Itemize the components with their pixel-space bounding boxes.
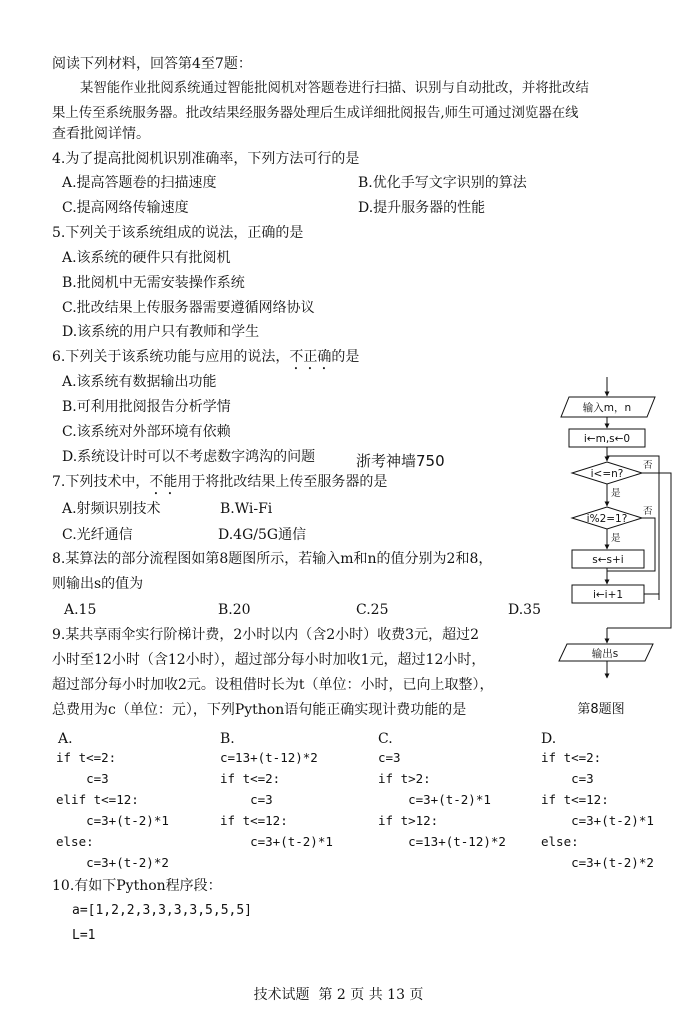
option-a: A.15 [64,602,97,618]
option-d: D.4G/5G通信 [218,527,307,543]
code-line: if t<=12: [541,792,609,807]
code-line: c=13+(t-12)*2 [378,834,506,849]
code-line: c=3 [56,771,109,786]
no-label: 否 [643,460,653,471]
code-line: if t<=2: [220,771,281,786]
option-c: C.提高网络传输速度 [62,200,189,216]
code-line: c=3 [378,750,401,765]
option-d: D.系统设计时可以不考虑数字鸿沟的问题 [62,449,316,465]
code-line: c=3+(t-2)*1 [220,834,333,849]
code-line: c=3+(t-2)*1 [541,813,654,828]
option-b: B.Wi-Fi [220,501,273,517]
code-line: c=3 [220,792,273,807]
question-stem: 9.某共享雨伞实行阶梯计费，2小时以内（含2小时）收费3元，超过2 [52,627,479,643]
condition-label: i%2=1? [586,513,628,525]
option-c: C.25 [356,602,389,618]
input-label: 输入m，n [582,402,632,414]
code-line: if t<=2: [56,750,117,765]
process-label: i←i+1 [592,589,624,601]
question-stem [52,474,387,498]
code-line: else: [541,834,579,849]
option-a: A.提高答题卷的扫描速度 [62,175,217,191]
code-line: c=3+(t-2)*1 [378,792,491,807]
code-line: c=3 [541,771,594,786]
option-b: B.20 [218,602,251,618]
option-c: C. [378,731,393,747]
question-stem: 10.有如下Python程序段： [52,878,222,894]
option-c: C.光纤通信 [62,527,133,543]
yes-label: 是 [611,533,621,544]
option-d: D. [541,731,557,747]
stem-text: 的是 [331,349,360,365]
intro-line: 查看批阅详情。 [52,126,150,142]
intro-line: 阅读下列材料，回答第4至7题： [52,56,252,72]
code-line: else: [56,834,94,849]
option-a: A.该系统有数据输出功能 [62,374,217,390]
code-line: c=3+(t-2)*1 [56,813,169,828]
option-b: B.优化手写文字识别的算法 [358,175,527,191]
page-footer: 技术试题 第 2 页 共 13 页 [253,987,424,1003]
option-a: A.该系统的硬件只有批阅机 [62,250,231,266]
intro-line: 某智能作业批阅系统通过智能批阅机对答题卷进行扫描、识别与自动批改，并将批改结 [80,81,589,96]
question-stem [52,349,359,373]
watermark-text: 浙考神墙750 [356,452,445,470]
code-line: c=3+(t-2)*2 [56,855,169,870]
option-d: D.该系统的用户只有教师和学生 [62,324,260,340]
process-label: s←s+i [592,554,624,566]
code-line: c=3+(t-2)*2 [541,855,654,870]
figure-caption: 第8题图 [577,702,625,717]
stem-text: 用于将批改结果上传至服务器的是 [177,474,388,490]
option-c: C.批改结果上传服务器需要遵循网络协议 [62,300,315,316]
intro-line: 果上传至系统服务器。批改结果经服务器处理后生成详细批阅报告,师生可通过浏览器在线 [52,106,579,121]
code-line: elif t<=12: [56,792,139,807]
code-line: a=[1,2,2,3,3,3,3,5,5,5] [72,903,253,918]
code-line: if t>12: [378,813,439,828]
no-label: 否 [643,506,653,517]
question-stem: 超过部分每小时加收2元。设租借时长为t（单位：小时，已向上取整）， [52,677,494,693]
code-line: L=1 [72,928,96,943]
stem-text: 6.下列关于该系统功能与应用的说法， [52,349,290,365]
stem-text: 7.下列技术中， [52,474,150,490]
question-stem: 则输出s的值为 [52,576,144,592]
condition-label: i<=n? [590,468,624,480]
option-c: C.该系统对外部环境有依赖 [62,424,231,440]
code-line: if t<=2: [541,750,602,765]
output-label: 输出s [591,648,619,660]
emphasis-text: 不能 [149,474,178,490]
option-b: B.可利用批阅报告分析学情 [62,399,231,415]
question-stem: 总费用为c（单位：元），下列Python语句能正确实现计费功能的是 [52,702,467,718]
question-stem: 5.下列关于该系统组成的说法，正确的是 [52,225,304,241]
question-stem: 小时至12小时（含12小时），超过部分每小时加收1元，超过12小时， [52,652,486,668]
option-d: D.提升服务器的性能 [358,200,486,216]
yes-label: 是 [611,488,621,499]
question-stem: 4.为了提高批阅机识别准确率，下列方法可行的是 [52,151,360,167]
option-d: D.35 [508,602,541,618]
init-label: i←m,s←0 [583,433,631,445]
question-stem: 8.某算法的部分流程图如第8题图所示，若输入m和n的值分别为2和8， [52,551,493,567]
option-a: A. [58,731,73,747]
code-line: if t>2: [378,771,431,786]
flowchart [555,375,675,720]
option-a: A.射频识别技术 [62,501,161,517]
code-line: if t<=12: [220,813,288,828]
code-line: c=13+(t-12)*2 [220,750,318,765]
option-b: B. [220,731,235,747]
emphasis-text: 不正确 [289,349,332,365]
option-b: B.批阅机中无需安装操作系统 [62,275,245,291]
